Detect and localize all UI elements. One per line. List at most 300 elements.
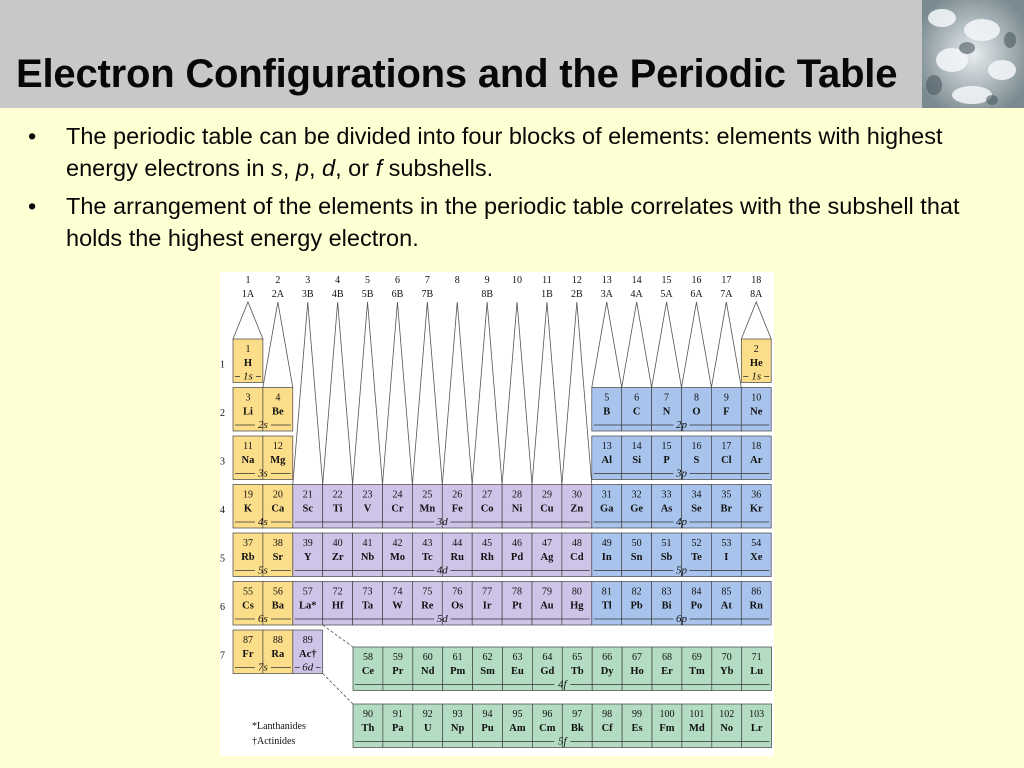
group-spike-line: [353, 302, 383, 485]
element-number: 64: [542, 652, 553, 663]
element-number: 101: [689, 709, 705, 720]
element-symbol: U: [423, 723, 432, 734]
group-label: 7A: [720, 289, 733, 300]
element-symbol: Sr: [272, 552, 284, 563]
group-label: 3A: [600, 289, 613, 300]
element-symbol: K: [243, 503, 253, 515]
element-symbol: He: [749, 358, 763, 369]
element-number: 47: [541, 538, 552, 549]
element-number: 38: [272, 538, 283, 549]
element-number: 35: [721, 489, 732, 501]
element-symbol: Hf: [331, 600, 344, 612]
element-number: 70: [721, 652, 732, 663]
element-number: 72: [332, 586, 343, 598]
group-label: 8B: [481, 289, 493, 300]
element-number: 84: [691, 586, 702, 598]
element-symbol: Ar: [750, 455, 763, 466]
period-number: 2: [220, 407, 225, 419]
element-number: 93: [452, 709, 463, 720]
element-symbol: N: [662, 406, 671, 418]
element-symbol: Zr: [331, 552, 344, 563]
element-symbol: Cd: [570, 552, 584, 563]
element-symbol: I: [724, 552, 729, 563]
group-number: 3: [305, 275, 311, 286]
element-symbol: B: [603, 406, 611, 418]
element-number: 51: [661, 538, 672, 549]
element-symbol: Np: [450, 723, 465, 734]
element-symbol: Br: [720, 503, 733, 515]
element-number: 65: [572, 652, 583, 663]
element-number: 49: [601, 538, 612, 549]
element-number: 20: [272, 489, 283, 501]
element-number: 21: [302, 489, 313, 501]
subshell-label: 3s: [258, 467, 268, 480]
element-symbol: Hg: [570, 600, 584, 612]
group-label: 2B: [571, 289, 583, 300]
element-symbol: Ba: [271, 600, 284, 612]
element-symbol: Pd: [510, 552, 524, 563]
element-number: 33: [661, 489, 672, 501]
element-number: 98: [602, 709, 613, 720]
element-symbol: In: [601, 552, 612, 563]
element-number: 22: [332, 489, 343, 501]
element-symbol: Ir: [482, 600, 492, 612]
element-number: 71: [751, 652, 762, 663]
subshell-label: 3d: [436, 516, 448, 528]
element-number: 85: [721, 586, 732, 598]
element-number: 87: [242, 635, 253, 646]
element-number: 88: [272, 635, 283, 646]
element-symbol: Mg: [270, 455, 286, 466]
element-number: 43: [422, 538, 433, 549]
element-number: 102: [719, 709, 735, 720]
group-number: 13: [601, 275, 612, 286]
group-number: 1: [245, 275, 251, 286]
subshell-label: 5d: [436, 613, 448, 625]
slide-title: Electron Configurations and the Periodic Table: [16, 52, 898, 96]
bullet-list: [28, 120, 988, 260]
element-number: 3: [245, 392, 251, 404]
element-number: 52: [691, 538, 702, 549]
bullet-item: [28, 190, 988, 254]
element-symbol: Li: [242, 406, 253, 418]
bullet-text: subshells.: [382, 155, 494, 181]
periodic-table-svg: [220, 272, 774, 756]
element-number: 90: [362, 709, 373, 720]
element-symbol: Rh: [480, 552, 494, 563]
bullet-text: The arrangement of the elements in the periodic table correlates with the subshell that holds the highest energy electron.: [66, 193, 960, 251]
element-number: 31: [601, 489, 612, 501]
group-label: 8A: [750, 289, 763, 300]
element-number: 62: [482, 652, 493, 663]
element-number: 83: [661, 586, 672, 598]
element-number: 77: [482, 586, 493, 598]
element-symbol: Sb: [660, 552, 673, 563]
element-symbol: Pb: [630, 600, 643, 612]
element-number: 48: [571, 538, 582, 549]
element-number: 19: [242, 489, 253, 501]
element-symbol: C: [632, 406, 641, 418]
element-symbol: Ce: [361, 666, 375, 677]
bullet-text: d: [322, 155, 336, 181]
bullet-marker: •: [28, 123, 37, 149]
group-label: 2A: [271, 289, 284, 300]
period-number: 5: [220, 553, 225, 565]
element-number: 23: [362, 489, 373, 501]
group-label: 4A: [630, 289, 643, 300]
element-number: 4: [275, 392, 281, 404]
group-number: 12: [571, 275, 582, 286]
subshell-label: 4d: [436, 564, 448, 577]
group-number: 16: [691, 275, 702, 286]
element-symbol: Ac†: [299, 649, 317, 660]
group-spike-line: [622, 302, 652, 388]
group-label: 3B: [301, 289, 314, 300]
bullet-text: s: [271, 155, 283, 181]
element-number: 56: [272, 586, 283, 598]
element-number: 9: [723, 392, 729, 404]
period-number: 1: [220, 359, 225, 371]
element-number: 68: [661, 652, 672, 663]
element-symbol: Ho: [630, 666, 644, 677]
element-symbol: Am: [509, 723, 526, 734]
element-symbol: Ag: [540, 552, 554, 563]
element-number: 61: [452, 652, 463, 663]
element-symbol: Zn: [570, 503, 584, 515]
element-symbol: Na: [241, 455, 255, 466]
element-number: 28: [512, 489, 523, 501]
subshell-label: 4p: [676, 516, 687, 528]
element-symbol: Ta: [361, 600, 374, 612]
element-symbol: Po: [690, 600, 703, 612]
element-symbol: Th: [361, 723, 375, 734]
element-number: 55: [242, 586, 253, 598]
group-spike-line: [442, 302, 472, 485]
element-symbol: Sc: [302, 503, 313, 515]
element-number: 57: [302, 586, 313, 598]
element-symbol: Tm: [688, 666, 705, 677]
element-symbol: Md: [688, 723, 705, 734]
group-spike-line: [652, 302, 682, 388]
element-symbol: O: [692, 406, 701, 418]
element-symbol: Re: [421, 600, 434, 612]
element-number: 46: [512, 538, 523, 549]
element-number: 39: [302, 538, 313, 549]
element-number: 34: [691, 489, 702, 501]
element-symbol: Cf: [601, 723, 613, 734]
element-number: 89: [302, 635, 313, 646]
element-number: 13: [601, 441, 612, 452]
element-number: 14: [631, 441, 642, 452]
group-number: 14: [631, 275, 642, 286]
element-symbol: Pa: [392, 723, 404, 734]
element-symbol: Pr: [392, 666, 404, 677]
bullet-text: The periodic table can be divided into four blocks of elements: elements with highest energy electrons in: [66, 123, 943, 181]
element-symbol: Y: [303, 552, 312, 563]
element-symbol: W: [392, 600, 403, 612]
element-symbol: Os: [451, 600, 464, 612]
group-number: 8: [454, 275, 460, 286]
element-number: 92: [422, 709, 433, 720]
group-number: 5: [365, 275, 371, 286]
element-number: 17: [721, 441, 732, 452]
element-number: 67: [632, 652, 643, 663]
group-spike-line: [502, 302, 532, 485]
element-symbol: H: [243, 358, 253, 369]
element-number: 24: [392, 489, 403, 501]
element-number: 41: [362, 538, 373, 549]
group-number: 7: [424, 275, 430, 286]
bullet-text: f: [375, 155, 383, 181]
element-symbol: V: [363, 503, 372, 515]
element-symbol: Ra: [271, 649, 285, 660]
element-symbol: Mn: [419, 503, 436, 515]
element-symbol: Mo: [389, 552, 406, 563]
period-number: 6: [220, 601, 225, 613]
element-symbol: Kr: [749, 503, 763, 515]
element-number: 25: [422, 489, 433, 501]
element-number: 60: [422, 652, 433, 663]
bullet-text: ,: [282, 155, 296, 181]
element-number: 8: [693, 392, 699, 404]
element-number: 18: [751, 441, 762, 452]
element-number: 5: [604, 392, 610, 404]
group-number: 15: [661, 275, 672, 286]
element-number: 96: [542, 709, 553, 720]
group-label: 5A: [660, 289, 673, 300]
element-symbol: Ru: [450, 552, 464, 563]
period-number: 4: [220, 504, 225, 516]
element-number: 80: [571, 586, 582, 598]
group-label: 7B: [421, 289, 434, 300]
element-symbol: S: [693, 455, 700, 466]
bullet-marker: •: [28, 193, 37, 219]
element-symbol: Cu: [540, 503, 554, 515]
subshell-label: 5s: [258, 564, 268, 577]
element-number: 86: [751, 586, 762, 598]
element-symbol: Lr: [750, 723, 763, 734]
group-number: 6: [394, 275, 400, 286]
element-symbol: Al: [601, 455, 612, 466]
bullet-text: , or: [335, 155, 376, 181]
element-symbol: Tl: [601, 600, 612, 612]
group-spike-line: [711, 302, 741, 388]
element-symbol: Si: [632, 455, 642, 466]
element-symbol: Fe: [451, 503, 463, 515]
element-symbol: Ne: [750, 406, 763, 418]
group-label: 6B: [391, 289, 404, 300]
subshell-label: 3p: [676, 467, 687, 480]
element-symbol: Au: [540, 600, 554, 612]
subshell-label: 1s: [243, 370, 253, 383]
element-number: 7: [664, 392, 670, 404]
slide-header: [0, 0, 1024, 108]
group-spike-line: [383, 302, 413, 485]
element-symbol: Er: [661, 666, 673, 677]
group-number: 2: [275, 275, 281, 286]
element-symbol: Bk: [570, 723, 584, 734]
group-number: 4: [335, 275, 341, 286]
element-number: 95: [512, 709, 523, 720]
element-number: 79: [541, 586, 552, 598]
element-symbol: Cr: [391, 503, 404, 515]
element-symbol: Sm: [480, 666, 495, 677]
element-number: 30: [571, 489, 582, 501]
element-symbol: Cs: [242, 600, 254, 612]
element-number: 12: [272, 441, 283, 452]
element-symbol: Be: [272, 406, 284, 418]
element-number: 16: [691, 441, 702, 452]
bullet-text: p: [295, 155, 309, 181]
element-symbol: Cm: [539, 723, 556, 734]
element-symbol: At: [720, 600, 732, 612]
element-symbol: Te: [691, 552, 702, 563]
group-label: 6A: [690, 289, 703, 300]
element-number: 78: [512, 586, 523, 598]
element-number: 29: [541, 489, 552, 501]
element-number: 10: [751, 392, 762, 404]
element-number: 45: [482, 538, 493, 549]
element-number: 42: [392, 538, 403, 549]
element-number: 27: [482, 489, 493, 501]
group-spike-line: [263, 302, 293, 388]
element-number: 74: [392, 586, 403, 598]
element-symbol: Eu: [511, 666, 524, 677]
bullet-text: ,: [308, 155, 323, 181]
group-spike-line: [532, 302, 562, 485]
element-number: 6: [634, 392, 640, 404]
element-symbol: Gd: [540, 666, 555, 677]
element-symbol: Nb: [360, 552, 375, 563]
group-spike-line: [412, 302, 442, 485]
group-spike-line: [233, 302, 263, 339]
element-number: 99: [632, 709, 643, 720]
actinide-connector: [323, 674, 353, 705]
element-symbol: Yb: [720, 666, 734, 677]
element-symbol: Ga: [600, 503, 614, 515]
element-number: 69: [691, 652, 702, 663]
element-symbol: Pt: [512, 600, 523, 612]
element-number: 1: [245, 344, 251, 355]
group-number: 17: [721, 275, 732, 286]
subshell-label: 2s: [258, 419, 268, 431]
element-symbol: Fm: [659, 723, 675, 734]
subshell-label: 6d: [302, 661, 314, 674]
element-number: 2: [753, 344, 759, 355]
subshell-label: 4f: [558, 678, 567, 691]
element-number: 44: [452, 538, 463, 549]
group-spike-line: [592, 302, 622, 388]
element-number: 50: [631, 538, 642, 549]
element-number: 81: [601, 586, 612, 598]
element-number: 73: [362, 586, 373, 598]
element-number: 63: [512, 652, 523, 663]
subshell-label: 4s: [258, 516, 268, 528]
subshell-label: 7s: [258, 661, 268, 674]
element-symbol: Fr: [242, 649, 254, 660]
subshell-label: 2p: [676, 419, 687, 431]
element-number: 91: [392, 709, 403, 720]
element-number: 40: [332, 538, 343, 549]
element-symbol: Dy: [600, 666, 614, 677]
element-symbol: Pm: [450, 666, 466, 677]
element-number: 36: [751, 489, 762, 501]
element-symbol: Bi: [661, 600, 672, 612]
subshell-label: 1s: [751, 370, 762, 383]
element-number: 76: [452, 586, 463, 598]
subshell-label: 6p: [676, 613, 687, 625]
group-label: 4B: [331, 289, 344, 300]
element-symbol: Ti: [332, 503, 343, 515]
group-spike-line: [562, 302, 592, 485]
footnote: †Actinides: [252, 736, 296, 747]
element-number: 54: [751, 538, 762, 549]
element-number: 66: [602, 652, 613, 663]
group-spike-line: [293, 302, 323, 485]
element-number: 32: [631, 489, 642, 501]
lanthanide-connector: [323, 625, 353, 647]
footnote: *Lanthanides: [252, 721, 306, 732]
group-spike-line: [323, 302, 353, 485]
element-number: 94: [482, 709, 493, 720]
element-symbol: P: [663, 455, 670, 466]
group-spike-line: [472, 302, 502, 485]
element-symbol: Ni: [511, 503, 523, 515]
element-symbol: Xe: [750, 552, 763, 563]
element-number: 97: [572, 709, 583, 720]
subshell-label: 5f: [558, 735, 567, 748]
group-spike-line: [682, 302, 712, 388]
element-symbol: Lu: [750, 666, 764, 677]
group-number: 9: [484, 275, 490, 286]
group-number: 18: [751, 275, 762, 286]
element-number: 15: [661, 441, 672, 452]
element-number: 103: [749, 709, 765, 720]
group-label: 5B: [361, 289, 374, 300]
element-number: 75: [422, 586, 433, 598]
element-number: 58: [362, 652, 373, 663]
period-number: 7: [220, 650, 225, 662]
group-label: 1A: [241, 289, 255, 300]
group-label: 1B: [541, 289, 553, 300]
bullet-item: [28, 120, 988, 184]
group-spike-line: [741, 302, 771, 339]
element-symbol: As: [660, 503, 673, 515]
subshell-label: 6s: [258, 613, 268, 625]
element-symbol: Pu: [481, 723, 494, 734]
element-symbol: Nd: [421, 666, 435, 677]
element-symbol: F: [723, 406, 730, 418]
element-symbol: Rb: [241, 552, 255, 563]
element-number: 11: [243, 441, 253, 452]
element-symbol: Ca: [271, 503, 285, 515]
element-symbol: Rn: [749, 600, 763, 612]
element-symbol: Se: [691, 503, 702, 515]
element-symbol: Sn: [630, 552, 643, 563]
element-symbol: Co: [480, 503, 494, 515]
element-number: 53: [721, 538, 732, 549]
element-number: 26: [452, 489, 463, 501]
subshell-label: 5p: [676, 564, 687, 577]
element-symbol: Tb: [570, 666, 584, 677]
periodic-table-figure: [220, 272, 774, 756]
element-symbol: No: [720, 723, 734, 734]
element-number: 100: [659, 709, 675, 720]
group-number: 10: [512, 275, 523, 286]
group-number: 11: [542, 275, 552, 286]
element-symbol: Tc: [421, 552, 433, 563]
element-symbol: Es: [631, 723, 643, 734]
